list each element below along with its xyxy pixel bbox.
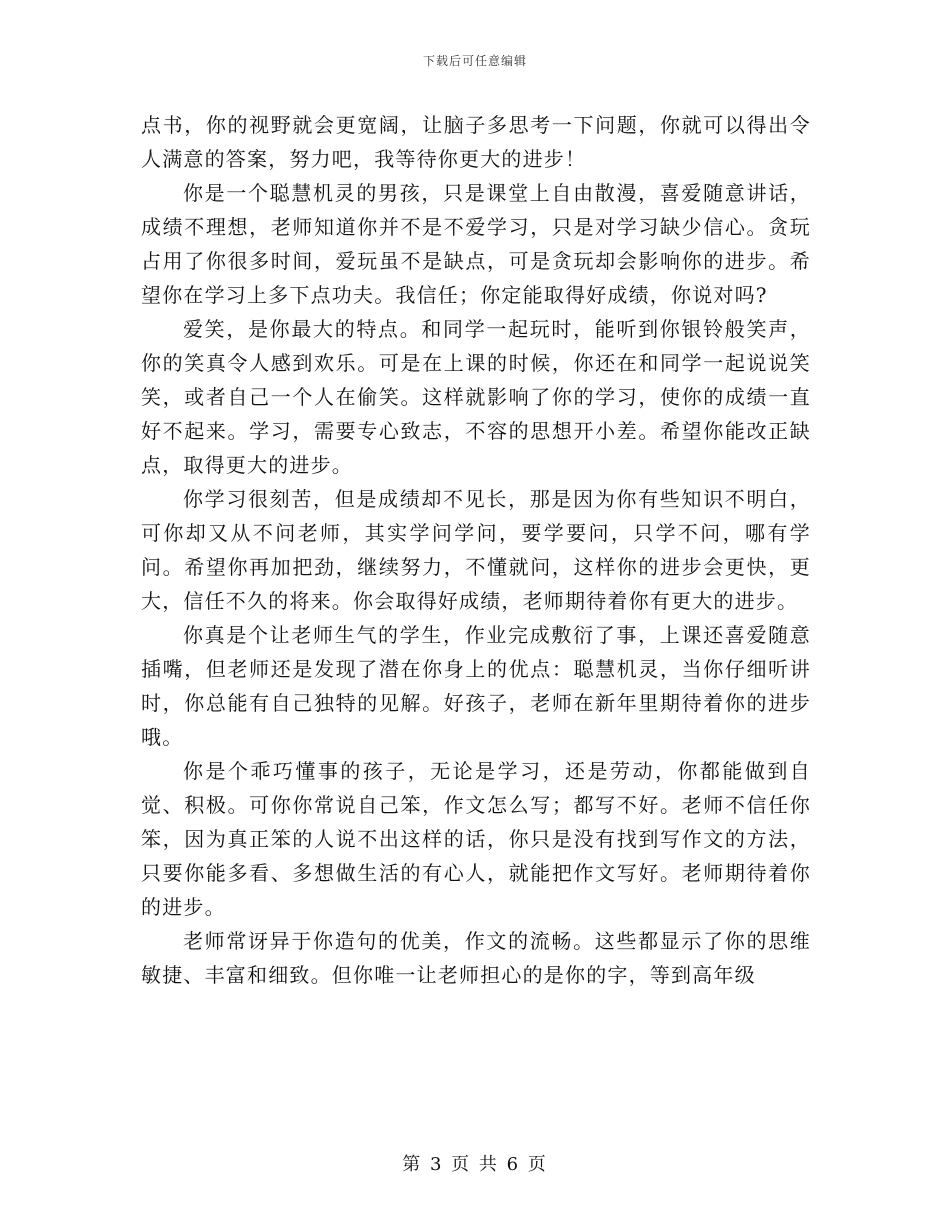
page-header-note: 下载后可任意编辑 — [422, 54, 527, 68]
paragraph-2: 你是一个聪慧机灵的男孩，只是课堂上自由散漫，喜爱随意讲话，成绩不理想，老师知道你并不是不爱学习，只是对学习缺少信心。贪玩占用了你很多时间，爱玩虽不是缺点，可是贪玩却会影响你的进步。希望你在学习上多下点功夫。我信任；你定能取得好成绩，你说对吗? — [141, 181, 811, 307]
document-body — [141, 108, 811, 992]
paragraph-5: 你真是个让老师生气的学生，作业完成敷衍了事，上课还喜爱随意插嘴，但老师还是发现了潜在你身上的优点：聪慧机灵，当你仔细听讲时，你总能有自己独特的见解。好孩子，老师在新年里期待着你的进步哦。 — [141, 623, 811, 749]
paragraph-1: 点书，你的视野就会更宽阔，让脑子多思考一下问题，你就可以得出令人满意的答案，努力吧，我等待你更大的进步！ — [141, 113, 811, 171]
paragraph-3: 爱笑，是你最大的特点。和同学一起玩时，能听到你银铃般笑声，你的笑真令人感到欢乐。可是在上课的时候，你还在和同学一起说说笑笑，或者自己一个人在偷笑。这样就影响了你的学习，使你的成绩一直好不起来。学习，需要专心致志，不容的思想开小差。希望你能改正缺点，取得更大的进步。 — [141, 317, 811, 477]
page-number-footer: 第 3 页 共 6 页 — [402, 1154, 548, 1175]
paragraph-7: 老师常讶异于你造句的优美，作文的流畅。这些都显示了你的思维敏捷、丰富和细致。但你唯一让老师担心的是你的字，等到高年级 — [141, 929, 811, 987]
paragraph-4: 你学习很刻苦，但是成绩却不见长，那是因为你有些知识不明白，可你却又从不问老师，其实学问学问，要学要问，只学不问，哪有学问。希望你再加把劲，继续努力，不懂就问，这样你的进步会更快，更大，信任不久的将来。你会取得好成绩，老师期待着你有更大的进步。 — [141, 487, 811, 613]
paragraph-6: 你是个乖巧懂事的孩子，无论是学习，还是劳动，你都能做到自觉、积极。可你你常说自己笨，作文怎么写；都写不好。老师不信任你笨，因为真正笨的人说不出这样的话，你只是没有找到写作文的方法，只要你能多看、多想做生活的有心人，就能把作文写好。老师期待着你的进步。 — [141, 759, 811, 919]
